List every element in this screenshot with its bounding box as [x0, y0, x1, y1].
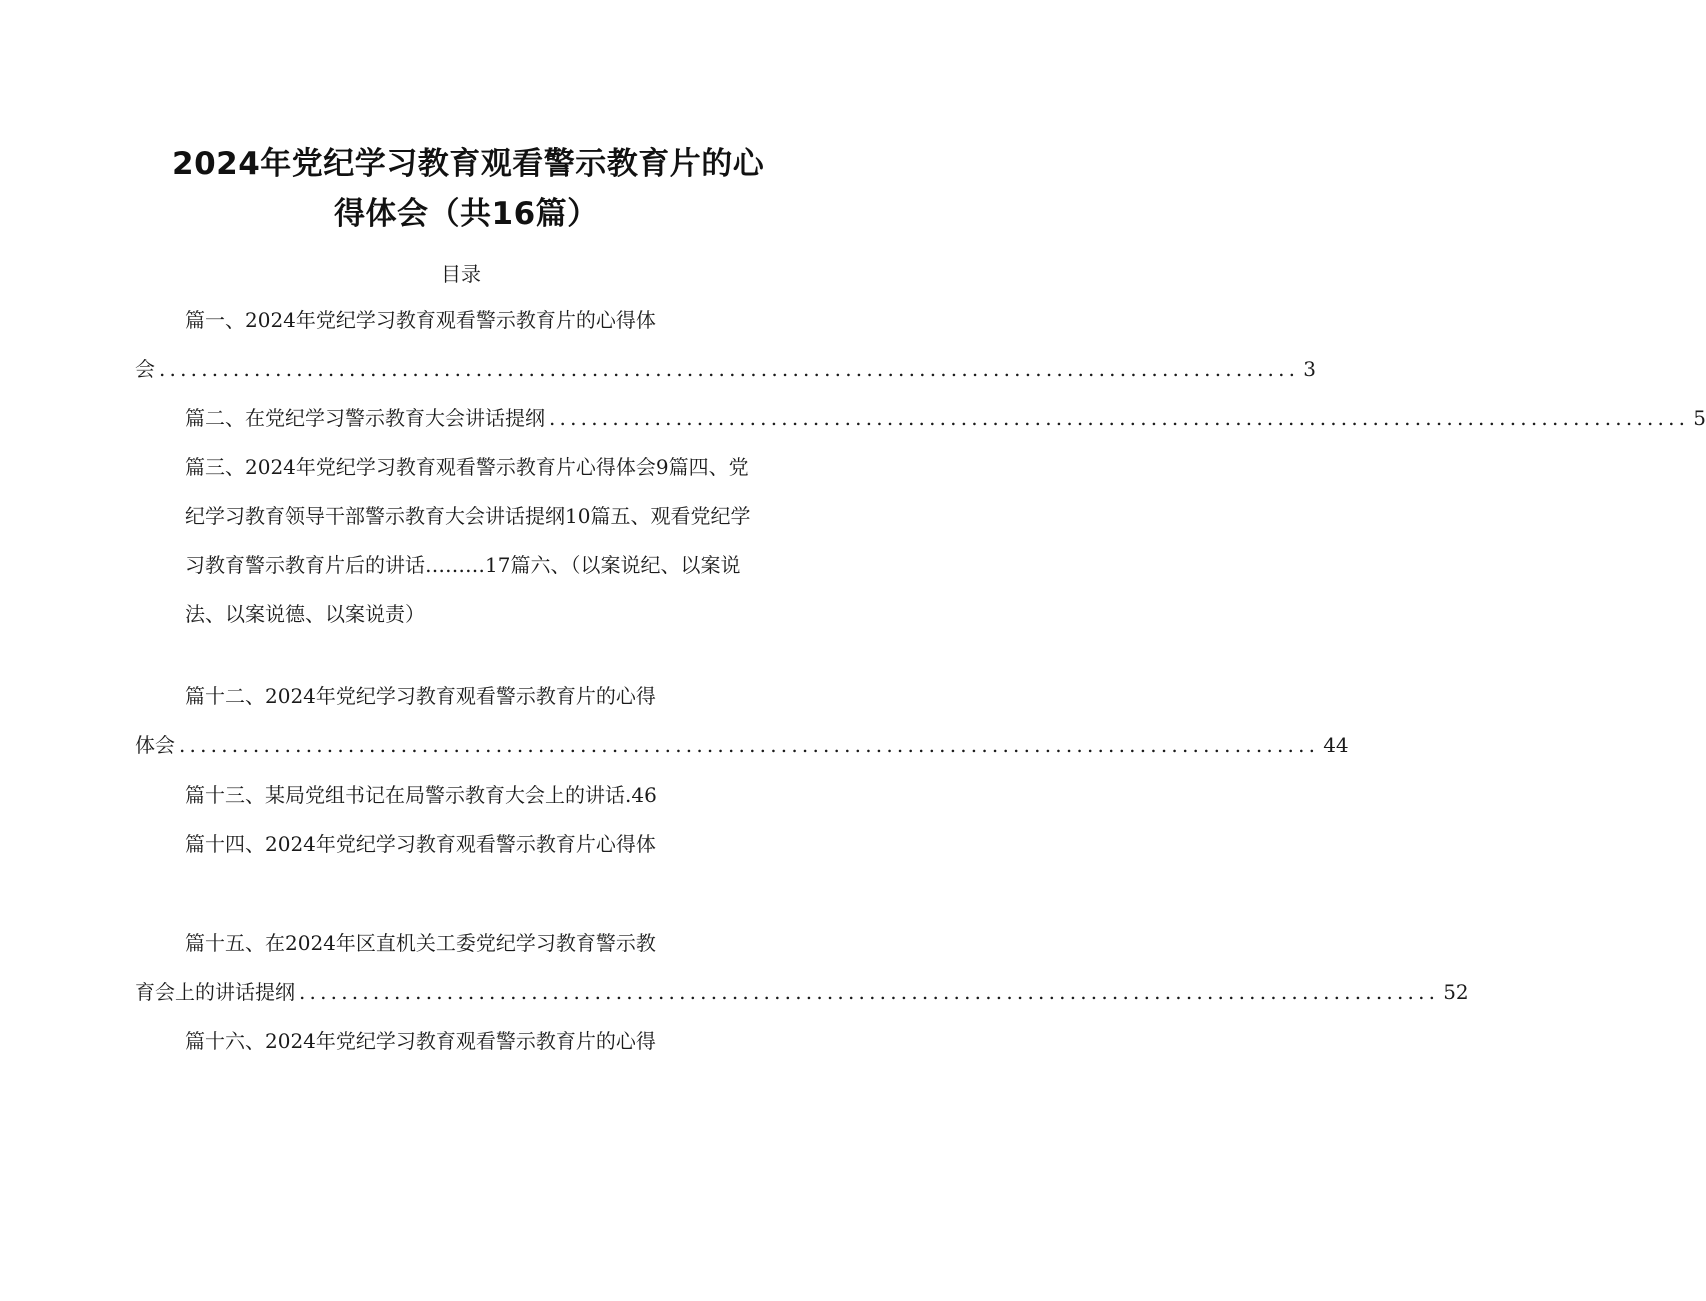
toc-entry-13-title: 篇十三、某局党组书记在局警示教育大会上的讲话.46 [185, 783, 657, 807]
toc-entry-12-title-continued: 体会 [135, 733, 175, 757]
toc-merged-line-1: 篇三、2024年党纪学习教育观看警示教育片心得体会9篇四、党 [185, 455, 749, 479]
toc-entry-12-title: 篇十二、2024年党纪学习教育观看警示教育片的心得 [185, 684, 656, 708]
dot-leader: ............................................................................................................ [299, 980, 1440, 1004]
toc-entry-12-page: 44 [1323, 733, 1349, 757]
toc-heading: 目录 [441, 262, 481, 286]
toc-entry-1-title-continued: 会 [135, 357, 155, 381]
toc-entry-2-page: 5 [1693, 406, 1706, 430]
toc-entry-1-title: 篇一、2024年党纪学习教育观看警示教育片的心得体 [185, 308, 656, 332]
toc-entry-14-title: 篇十四、2024年党纪学习教育观看警示教育片心得体 [185, 832, 656, 856]
toc-entry-12-leader [135, 731, 1349, 759]
document-title-line-1: 2024年党纪学习教育观看警示教育片的心 [172, 146, 765, 182]
toc-entry-15-title-continued: 育会上的讲话提纲 [135, 980, 295, 1004]
toc-entry-15-leader [135, 978, 1469, 1006]
dot-leader: ............................................................................................................ [159, 357, 1300, 381]
toc-entry-2-title: 篇二、在党纪学习警示教育大会讲话提纲 [185, 406, 545, 430]
toc-entry-15-page: 52 [1443, 980, 1469, 1004]
toc-entry-1-page: 3 [1303, 357, 1316, 381]
toc-merged-line-3: 习教育警示教育片后的讲话………17篇六、（以案说纪、以案说 [185, 553, 741, 577]
toc-entry-1-leader [135, 355, 1316, 383]
toc-entry-2-leader [185, 404, 1706, 432]
toc-merged-line-2: 纪学习教育领导干部警示教育大会讲话提纲10篇五、观看党纪学 [185, 504, 751, 528]
toc-entry-15-title: 篇十五、在2024年区直机关工委党纪学习教育警示教 [185, 931, 656, 955]
toc-merged-line-4: 法、以案说德、以案说责） [185, 602, 425, 626]
toc-entry-16-title: 篇十六、2024年党纪学习教育观看警示教育片的心得 [185, 1029, 656, 1053]
dot-leader: ............................................................................................................ [549, 406, 1690, 430]
dot-leader: ............................................................................................................ [179, 733, 1320, 757]
document-title-line-2: 得体会（共16篇） [334, 196, 599, 232]
